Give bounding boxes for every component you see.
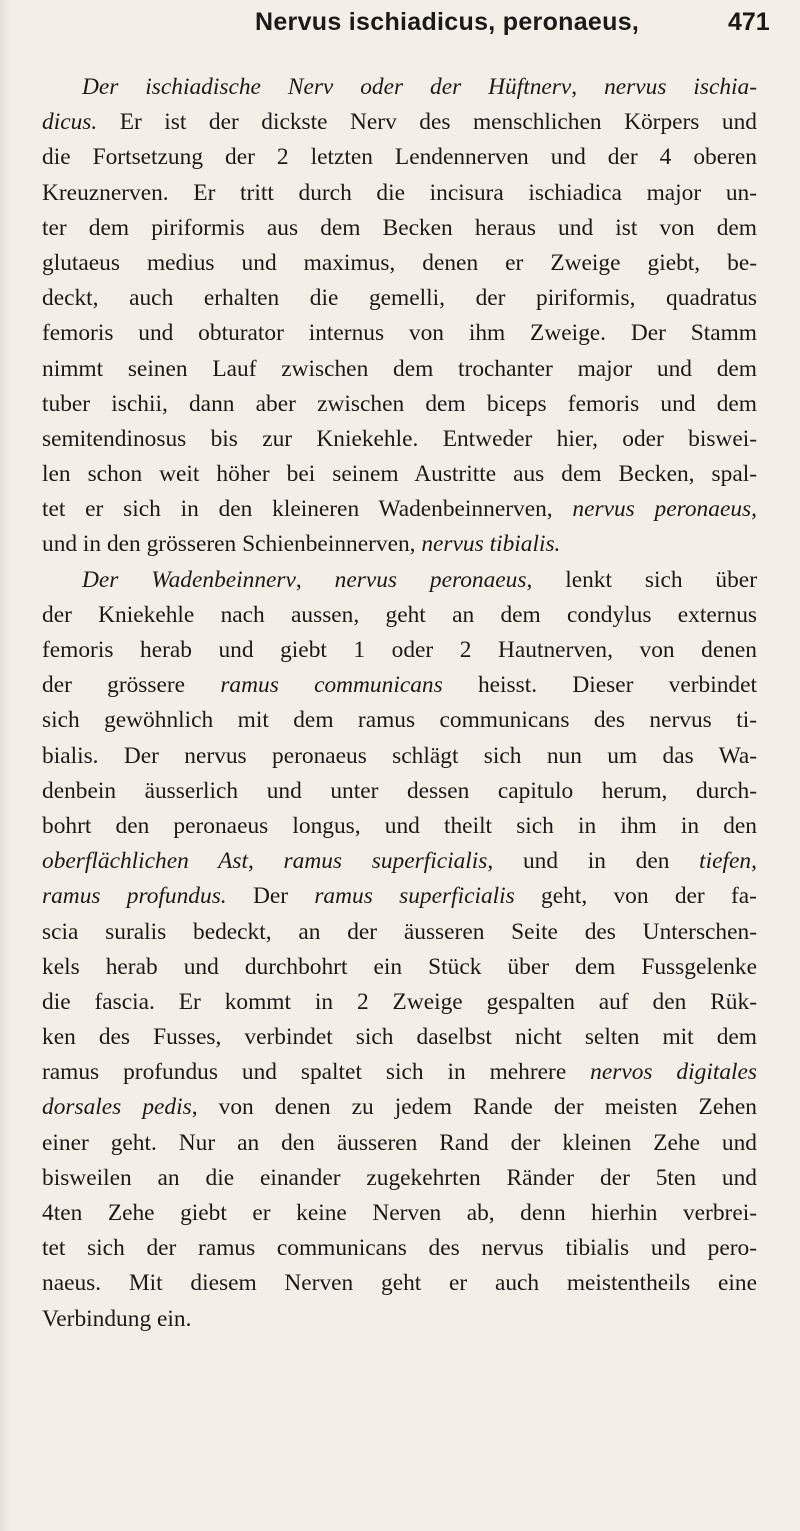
text-line	[42, 739, 757, 774]
text-run: heisst. Dieser verbindet	[442, 672, 757, 699]
text-line	[42, 70, 757, 105]
page-header	[0, 6, 800, 46]
text-line	[42, 246, 757, 281]
text-line	[42, 950, 757, 985]
page-number: 471	[728, 8, 770, 36]
text-run: nimmt seinen Lauf zwischen dem trochanter major und dem	[42, 355, 757, 382]
text-run: deckt, auch erhalten die gemelli, der piriformis, quadratus	[42, 285, 757, 312]
italic-term: ramus superficialis	[283, 848, 488, 875]
body-text	[42, 70, 757, 1337]
italic-term: nervus peronaeus	[572, 496, 752, 523]
text-line	[42, 1020, 757, 1055]
text-run: geht, von der fa-	[514, 883, 757, 910]
text-run: kels herab und durchbohrt ein Stück über dem Fussgelenke	[42, 953, 757, 980]
italic-term: dorsales pedis	[42, 1094, 192, 1121]
text-run: ,	[247, 848, 284, 875]
text-line	[42, 457, 757, 492]
text-run: semitendinosus bis zur Kniekehle. Entweder hier, oder biswei-	[42, 425, 757, 452]
italic-term: nervus tibialis.	[421, 531, 561, 558]
text-line	[42, 105, 757, 140]
text-run: ,	[751, 496, 757, 523]
text-run: ,	[295, 566, 335, 593]
text-line	[42, 563, 757, 598]
text-run: len schon weit höher bei seinem Austritte aus dem Becken, spal-	[42, 461, 757, 488]
text-run: und in den grösseren Schienbeinnerven,	[42, 531, 422, 558]
text-line	[42, 1302, 757, 1337]
text-run: Der	[226, 883, 315, 910]
text-run: die fascia. Er kommt in 2 Zweige gespalten auf den Rük-	[42, 988, 757, 1015]
text-run: Verbindung ein.	[42, 1305, 192, 1332]
italic-term: nervus ischia-	[604, 74, 758, 100]
text-line	[42, 387, 757, 422]
text-line	[42, 879, 757, 914]
italic-term: ramus communicans	[220, 672, 443, 699]
text-line	[42, 1126, 757, 1161]
text-line	[42, 703, 757, 738]
text-run: sich gewöhnlich mit dem ramus communicans des nervus ti-	[42, 707, 757, 734]
text-line	[42, 668, 757, 703]
text-run: Kreuznerven. Er tritt durch die incisura ischiadica major un-	[42, 179, 757, 206]
text-line	[42, 1231, 757, 1266]
text-line	[42, 598, 757, 633]
text-run: bialis. Der nervus peronaeus schlägt sich nun um das Wa-	[42, 742, 757, 769]
text-run: tet er sich in den kleineren Wadenbeinnerven,	[42, 496, 573, 523]
italic-term: tiefen	[699, 848, 752, 875]
page-edge-shadow	[0, 0, 10, 1531]
text-line	[42, 176, 757, 211]
text-run: bohrt den peronaeus longus, und theilt sich in ihm in den	[42, 812, 757, 839]
text-run: naeus. Mit diesem Nerven geht er auch meistentheils eine	[42, 1270, 757, 1297]
text-run: femoris herab und giebt 1 oder 2 Hautnerven, von denen	[42, 637, 757, 663]
text-line	[42, 281, 757, 316]
text-run: femoris und obturator internus von ihm Zweige. Der Stamm	[42, 320, 757, 347]
running-head: Nervus ischiadicus, peronaeus,	[255, 8, 640, 36]
text-run: der grössere	[42, 672, 221, 699]
text-line	[42, 633, 757, 668]
text-run: , und in den	[487, 848, 700, 875]
text-run: der Kniekehle nach aussen, geht an dem condylus externus	[42, 601, 757, 628]
text-run: Er ist der dickste Nerv des menschlichen Körpers und	[97, 109, 757, 136]
text-line	[42, 844, 757, 879]
text-line	[42, 211, 757, 246]
italic-term: ramus superficialis	[314, 883, 515, 910]
text-run: , von denen zu jedem Rande der meisten Zehen	[191, 1094, 757, 1121]
italic-term: Der ischiadische Nerv oder der Hüftnerv	[82, 74, 572, 100]
italic-term: ramus profundus.	[42, 883, 227, 910]
text-line	[42, 1090, 757, 1125]
text-run: ken des Fusses, verbindet sich daselbst nicht selten mit dem	[42, 1024, 757, 1051]
text-line	[42, 985, 757, 1020]
text-run: tuber ischii, dann aber zwischen dem biceps femoris und dem	[42, 390, 757, 417]
italic-term: dicus.	[42, 109, 98, 136]
text-line	[42, 1055, 757, 1090]
text-line	[42, 316, 757, 351]
text-line	[42, 352, 757, 387]
text-line	[42, 527, 757, 562]
text-line	[42, 809, 757, 844]
italic-term: oberflächlichen Ast	[42, 848, 248, 875]
text-line	[42, 422, 757, 457]
text-run: die Fortsetzung der 2 letzten Lendennerven und der 4 oberen	[42, 144, 757, 171]
text-line	[42, 915, 757, 950]
italic-term: nervos digitales	[590, 1059, 757, 1086]
text-line	[42, 140, 757, 175]
text-line	[42, 1161, 757, 1196]
italic-term: Der Wadenbeinnerv	[82, 566, 296, 593]
text-run: ter dem piriformis aus dem Becken heraus und ist von dem	[42, 214, 757, 241]
text-run: , lenkt sich über	[526, 566, 757, 593]
text-run: ramus profundus und spaltet sich in mehrere	[42, 1059, 591, 1086]
text-run: denbein äusserlich und unter dessen capitulo herum, durch-	[42, 777, 757, 804]
text-run: glutaeus medius und maximus, denen er Zweige giebt, be-	[42, 249, 757, 276]
text-run: ,	[751, 848, 757, 875]
text-line	[42, 1266, 757, 1301]
text-run: 4ten Zehe giebt er keine Nerven ab, denn hierhin verbrei-	[42, 1200, 757, 1226]
text-run: ,	[571, 74, 605, 100]
text-run: tet sich der ramus communicans des nervus tibialis und pero-	[42, 1235, 757, 1262]
text-line	[42, 1196, 757, 1231]
text-run: bisweilen an die einander zugekehrten Ränder der 5ten und	[42, 1164, 757, 1191]
text-run: einer geht. Nur an den äusseren Rand der kleinen Zehe und	[42, 1129, 757, 1156]
text-line	[42, 774, 757, 809]
text-line	[42, 492, 757, 527]
text-run: scia suralis bedeckt, an der äusseren Seite des Unterschen-	[42, 918, 757, 945]
italic-term: nervus peronaeus	[334, 566, 527, 593]
